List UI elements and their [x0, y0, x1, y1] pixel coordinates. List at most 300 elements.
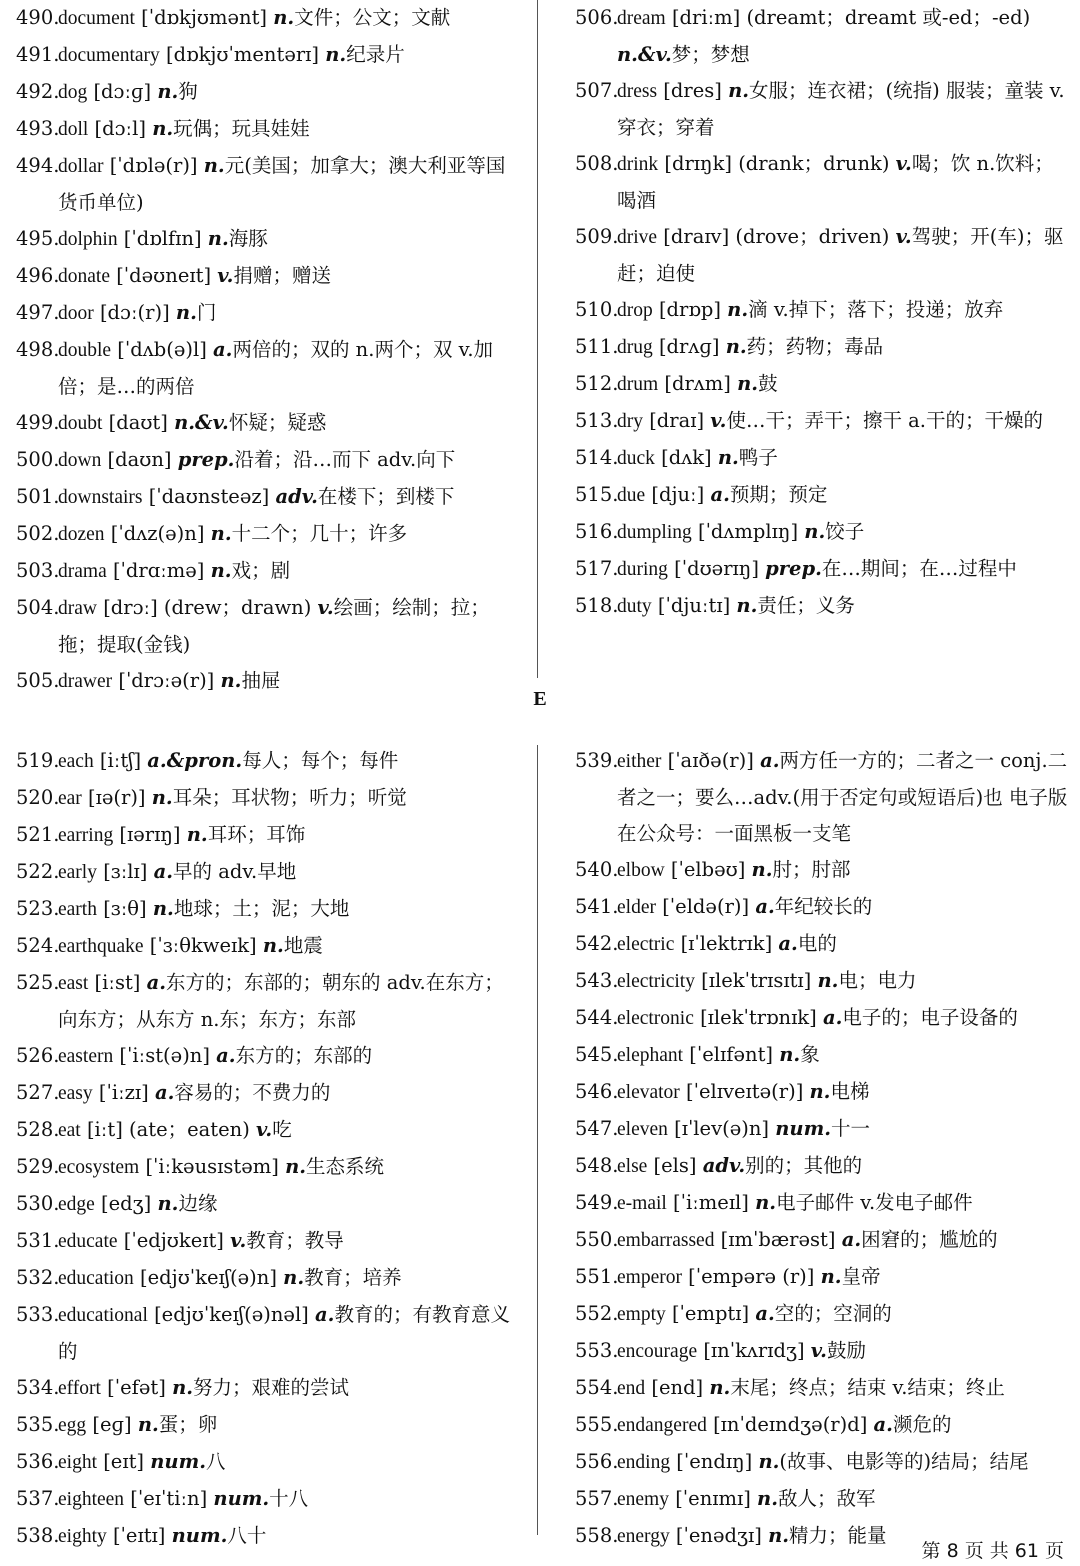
entry-word: endangered [617, 1415, 707, 1436]
entry-pronunciation: [ˈdəʊneɪt] [116, 264, 212, 287]
entry-part-of-speech: n. [779, 1043, 801, 1066]
entry-word: drawer [58, 671, 113, 692]
entry-word: downstairs [58, 487, 143, 508]
entry-definition: 教育；培养 [304, 1266, 402, 1289]
entry-word: eat [58, 1120, 81, 1141]
entry-definition: 年纪较长的 [774, 895, 873, 918]
vocab-entry [16, 1481, 512, 1518]
entry-definition: 两倍的；双的 n.两个；双 v.加倍；是…的两倍 [58, 338, 494, 398]
entry-part-of-speech: n. [203, 154, 225, 177]
vocab-entry [16, 965, 512, 1038]
entry-number: 533. [16, 1303, 60, 1326]
entry-part-of-speech: n. [137, 1413, 159, 1436]
entry-definition: 八十 [227, 1524, 267, 1547]
entry-number: 513. [575, 409, 619, 432]
entry-word: elephant [617, 1045, 684, 1066]
entry-number: 532. [16, 1266, 60, 1289]
entry-definition: 纪录片 [346, 43, 405, 66]
entry-part-of-speech: n. [728, 79, 750, 102]
entry-word: dress [617, 81, 658, 102]
entry-word: door [58, 303, 94, 324]
entry-number: 555. [575, 1413, 619, 1436]
entry-pronunciation: [ˈedjʊkeɪt] [123, 1229, 224, 1252]
vocab-entry [16, 1518, 512, 1555]
entry-definition: 鼓励 [826, 1339, 866, 1362]
entry-pronunciation: [eɡ] [92, 1413, 132, 1436]
section-d [0, 0, 1080, 692]
vocab-entry [16, 405, 512, 442]
entry-pronunciation: [edʒ] [101, 1192, 152, 1215]
entry-pronunciation: [ˈdʊərɪŋ] [674, 557, 759, 580]
entry-pronunciation: [ˈendɪŋ] [676, 1450, 753, 1473]
entry-number: 495. [16, 227, 60, 250]
entry-pronunciation: [ˈiːst(ə)n] [119, 1044, 210, 1067]
entry-word: emperor [617, 1267, 682, 1288]
entry-part-of-speech: a. [710, 483, 730, 506]
entry-word: education [58, 1268, 134, 1289]
entry-word: electricity [617, 971, 695, 992]
entry-word: ear [58, 788, 82, 809]
entry-part-of-speech: v. [256, 1118, 273, 1141]
section-e [0, 743, 1080, 1547]
entry-definition: 教育；教导 [246, 1229, 344, 1252]
entry-part-of-speech: n. [717, 446, 739, 469]
vocab-entry [575, 329, 1069, 366]
entry-number: 512. [575, 372, 619, 395]
entry-part-of-speech: a. [873, 1413, 893, 1436]
entry-definition: 耳朵；耳状物；听力；听觉 [172, 786, 407, 809]
entry-part-of-speech: n. [804, 520, 826, 543]
entry-part-of-speech: n. [151, 786, 173, 809]
entry-part-of-speech: n. [751, 858, 773, 881]
vocab-entry [575, 1111, 1069, 1148]
entry-part-of-speech: a. [213, 338, 233, 361]
entry-pronunciation: [ˈeɪˈtiːn] [130, 1487, 208, 1510]
entry-pronunciation: [ˈenɪmɪ] [675, 1487, 751, 1510]
entry-word: drama [58, 561, 107, 582]
vocab-entry [575, 146, 1069, 219]
entry-number: 514. [575, 446, 619, 469]
entry-word: effort [58, 1378, 101, 1399]
entry-definition: 八 [206, 1450, 226, 1473]
entry-definition: 早的 adv.早地 [173, 860, 297, 883]
entry-word: elevator [617, 1082, 680, 1103]
entry-number: 524. [16, 934, 60, 957]
entry-pronunciation: [dɔːl] [94, 117, 146, 140]
entry-pronunciation: [ɪˈlev(ə)n] [674, 1117, 770, 1140]
entry-definition: 元(美国；加拿大；澳大利亚等国货币单位) [58, 154, 506, 214]
entry-word: end [617, 1378, 646, 1399]
entry-part-of-speech: n. [273, 6, 295, 29]
entry-part-of-speech: n. [283, 1266, 305, 1289]
vocab-entry [575, 551, 1069, 588]
entry-definition: 十二个；几十；许多 [231, 522, 408, 545]
entry-definition: 电子邮件 v.发电子邮件 [776, 1191, 973, 1214]
entry-word: either [617, 751, 662, 772]
entry-word: due [617, 485, 646, 506]
entry-number: 530. [16, 1192, 60, 1215]
entry-word: else [617, 1156, 648, 1177]
entry-part-of-speech: n. [207, 227, 229, 250]
vocab-entry [575, 73, 1069, 146]
entry-part-of-speech: n. [152, 117, 174, 140]
entry-number: 529. [16, 1155, 60, 1178]
entry-number: 538. [16, 1524, 60, 1547]
vocab-entry [16, 1186, 512, 1223]
entry-definition: 预期；预定 [729, 483, 828, 506]
entry-definition: 耳环；耳饰 [207, 823, 306, 846]
entry-number: 543. [575, 969, 619, 992]
entry-part-of-speech: num. [775, 1117, 831, 1140]
entry-number: 492. [16, 80, 60, 103]
entry-definition: 地球；土；泥；大地 [173, 897, 350, 920]
entry-definition: 狗 [178, 80, 198, 103]
entry-word: double [58, 340, 112, 361]
entry-number: 504. [16, 596, 60, 619]
vocab-entry [16, 258, 512, 295]
vocab-entry [16, 891, 512, 928]
entry-pronunciation: [ˈdɒlə(r)] [109, 154, 198, 177]
entry-pronunciation: [ɪlekˈtrɒnɪk] [700, 1006, 817, 1029]
entry-definition: 戏；剧 [231, 559, 291, 582]
entry-part-of-speech: adv. [702, 1154, 746, 1177]
entry-definition: 沿着；沿…而下 adv.向下 [234, 448, 456, 471]
entry-part-of-speech: num. [150, 1450, 207, 1473]
entry-part-of-speech: v. [895, 152, 912, 175]
entry-pronunciation: [dʌk] [661, 446, 712, 469]
entry-word: east [58, 973, 89, 994]
entry-definition: 鸭子 [738, 446, 778, 469]
entry-part-of-speech: n. [325, 43, 347, 66]
entry-number: 507. [575, 79, 619, 102]
entry-word: empty [617, 1304, 666, 1325]
entry-pronunciation: [daʊn] [107, 448, 172, 471]
vocab-entry [16, 1297, 512, 1370]
entry-word: down [58, 450, 102, 471]
entry-word: drink [617, 154, 659, 175]
entry-part-of-speech: a. [755, 895, 775, 918]
entry-pronunciation: [ɜːθ] [103, 897, 147, 920]
vocab-entry [16, 1075, 512, 1112]
entry-pronunciation: [edjʊˈkeɪʃ(ə)n] [140, 1266, 277, 1289]
column-d-left [16, 0, 512, 700]
vocab-entry [16, 516, 512, 553]
entry-word: eastern [58, 1046, 114, 1067]
vocab-entry [16, 1407, 512, 1444]
entry-number: 520. [16, 786, 60, 809]
vocab-entry [16, 148, 512, 221]
vocab-entry [16, 37, 512, 74]
entry-pronunciation: [ˈdɒkjʊmənt] [141, 6, 268, 29]
entry-definition: 困窘的；尴尬的 [861, 1228, 998, 1251]
entry-part-of-speech: n. [809, 1080, 831, 1103]
entry-part-of-speech: n. [172, 1376, 194, 1399]
entry-word: ecosystem [58, 1157, 140, 1178]
entry-pronunciation: [end] [651, 1376, 704, 1399]
vocab-entry [16, 1444, 512, 1481]
entry-part-of-speech: n. [152, 897, 174, 920]
vocab-entry [16, 743, 512, 780]
entry-definition: 责任；义务 [757, 594, 855, 617]
vocab-entry [575, 1222, 1069, 1259]
entry-definition: 肘；肘部 [772, 858, 851, 881]
entry-number: 531. [16, 1229, 60, 1252]
entry-part-of-speech: a. [822, 1006, 843, 1029]
entry-number: 493. [16, 117, 60, 140]
entry-pronunciation: [ɪˈlektrɪk] [680, 932, 773, 955]
vocab-entry [16, 1149, 512, 1186]
vocab-entry [575, 889, 1069, 926]
entry-pronunciation: [edjʊˈkeɪʃ(ə)nəl] [154, 1303, 309, 1326]
entry-pronunciation: [ˈdrɔːə(r)] [118, 669, 215, 692]
entry-part-of-speech: adv. [275, 485, 318, 508]
entry-word: drug [617, 337, 653, 358]
vocab-entry [575, 440, 1069, 477]
entry-pronunciation: [iːst] [94, 971, 141, 994]
entry-pronunciation: [ˈelɪfənt] [689, 1043, 774, 1066]
entry-word: dozen [58, 524, 105, 545]
entry-number: 553. [575, 1339, 619, 1362]
entry-pronunciation: [ˈefət] [107, 1376, 166, 1399]
entry-number: 508. [575, 152, 619, 175]
entry-number: 500. [16, 448, 60, 471]
entry-number: 523. [16, 897, 60, 920]
vocab-entry [16, 780, 512, 817]
entry-pronunciation: [ɪnˈkʌrɪdʒ] [703, 1339, 805, 1362]
entry-pronunciation: [draɪv] (drove；driven) [663, 225, 890, 248]
vocab-entry [16, 553, 512, 590]
entry-definition: 鼓 [758, 372, 778, 395]
entry-word: documentary [58, 45, 160, 66]
entry-part-of-speech: n.&v. [174, 411, 229, 434]
entry-word: doll [58, 119, 89, 140]
entry-number: 535. [16, 1413, 60, 1436]
entry-definition: 吃 [272, 1118, 292, 1141]
entry-pronunciation: [ɜːlɪ] [103, 860, 148, 883]
entry-definition: 玩偶；玩具娃娃 [173, 117, 310, 140]
vocab-entry [575, 1333, 1069, 1370]
entry-number: 527. [16, 1081, 60, 1104]
entry-pronunciation: [ˈiːkəusɪstəm] [145, 1155, 279, 1178]
entry-word: dry [617, 411, 643, 432]
vocab-entry [16, 590, 512, 663]
entry-definition: 生态系统 [306, 1155, 385, 1178]
entry-number: 544. [575, 1006, 619, 1029]
entry-number: 506. [575, 6, 619, 29]
entry-word: electronic [617, 1008, 694, 1029]
vocab-entry [16, 1260, 512, 1297]
entry-number: 547. [575, 1117, 619, 1140]
entry-word: eleven [617, 1119, 668, 1140]
entry-pronunciation: [ˈeɪtɪ] [112, 1524, 166, 1547]
entry-word: draw [58, 598, 97, 619]
entry-number: 551. [575, 1265, 619, 1288]
entry-definition: 捐赠；赠送 [233, 264, 331, 287]
entry-number: 516. [575, 520, 619, 543]
entry-word: earth [58, 899, 97, 920]
entry-word: dog [58, 82, 88, 103]
vocab-entry [575, 852, 1069, 889]
entry-definition: 两方任一方的；二者之一 conj.二者之一；要么…adv.(用于否定句或短语后)也 电子版在公众号：一面黑板一支笔 [617, 749, 1068, 845]
entry-pronunciation: [driːm] (dreamt；dreamt 或-ed；-ed) [671, 6, 1031, 29]
entry-part-of-speech: n. [768, 1524, 790, 1547]
entry-word: educate [58, 1231, 118, 1252]
entry-number: 505. [16, 669, 60, 692]
entry-word: encourage [617, 1341, 698, 1362]
entry-number: 554. [575, 1376, 619, 1399]
entry-part-of-speech: n. [817, 969, 839, 992]
entry-definition: 濒危的 [892, 1413, 952, 1436]
entry-number: 490. [16, 6, 60, 29]
vocab-entry [575, 1037, 1069, 1074]
vocab-entry [16, 1223, 512, 1260]
entry-part-of-speech: n. [157, 1192, 179, 1215]
entry-pronunciation: [drʌm] [664, 372, 731, 395]
entry-pronunciation: [iːt] (ate；eaten) [86, 1118, 250, 1141]
entry-part-of-speech: n. [220, 669, 242, 692]
entry-part-of-speech: v. [810, 1339, 827, 1362]
entry-definition: 精力；能量 [789, 1524, 887, 1547]
entry-word: eighteen [58, 1489, 125, 1510]
entry-number: 494. [16, 154, 60, 177]
vocab-entry [575, 514, 1069, 551]
entry-word: earthquake [58, 936, 144, 957]
entry-number: 534. [16, 1376, 60, 1399]
vocab-entry [16, 111, 512, 148]
entry-pronunciation: [drɔː] (drew；drawn) [103, 596, 312, 619]
entry-part-of-speech: n. [262, 934, 284, 957]
entry-definition: 东方的；东部的 [235, 1044, 373, 1067]
entry-definition: 喝；饮 n.饮料；喝酒 [617, 152, 1054, 212]
entry-number: 521. [16, 823, 60, 846]
entry-part-of-speech: n. [157, 80, 179, 103]
entry-part-of-speech: v. [217, 264, 234, 287]
entry-part-of-speech: n. [725, 335, 747, 358]
entry-definition: 电梯 [830, 1080, 870, 1103]
vocab-entry [16, 221, 512, 258]
entry-pronunciation: [ɪlekˈtrɪsɪtɪ] [701, 969, 812, 992]
entry-definition: 边缘 [178, 1192, 218, 1215]
entry-number: 517. [575, 557, 619, 580]
entry-part-of-speech: a. [778, 932, 798, 955]
entry-pronunciation: [ˈdʌmplɪŋ] [697, 520, 799, 543]
entry-word: energy [617, 1526, 670, 1547]
entry-number: 546. [575, 1080, 619, 1103]
entry-definition: 女服；连衣裙；(统指) 服装；童装 v.穿衣；穿着 [617, 79, 1065, 139]
entry-number: 518. [575, 594, 619, 617]
entry-part-of-speech: n. [736, 594, 758, 617]
entry-definition: 十一 [831, 1117, 871, 1140]
vocab-entry [575, 743, 1069, 852]
vocab-entry [16, 1038, 512, 1075]
vocab-entry [16, 1112, 512, 1149]
entry-word: earring [58, 825, 114, 846]
entry-definition: 抽屉 [241, 669, 281, 692]
entry-word: egg [58, 1415, 87, 1436]
entry-definition: 努力；艰难的尝试 [193, 1376, 350, 1399]
entry-pronunciation: [ˈiːmeɪl] [673, 1191, 749, 1214]
entry-pronunciation: [drɪŋk] (drank；drunk) [664, 152, 890, 175]
vocab-entry [575, 477, 1069, 514]
vocab-entry [16, 479, 512, 516]
vocab-entry [16, 295, 512, 332]
entry-pronunciation: [ɪnˈdeɪndʒə(r)d] [713, 1413, 868, 1436]
column-e-left [16, 743, 512, 1555]
entry-definition: 梦；梦想 [671, 43, 750, 66]
entry-word: dolphin [58, 229, 118, 250]
entry-number: 550. [575, 1228, 619, 1251]
entry-word: dream [617, 8, 666, 29]
entry-part-of-speech: a. [154, 1081, 175, 1104]
entry-part-of-speech: v. [895, 225, 912, 248]
vocab-entry [16, 817, 512, 854]
entry-number: 503. [16, 559, 60, 582]
vocab-entry [575, 403, 1069, 440]
entry-word: during [617, 559, 668, 580]
entry-pronunciation: [ˈelɪveɪtə(r)] [686, 1080, 804, 1103]
entry-word: eight [58, 1452, 97, 1473]
entry-part-of-speech: num. [171, 1524, 228, 1547]
entry-number: 522. [16, 860, 60, 883]
entry-pronunciation: [ˈeldə(r)] [662, 895, 750, 918]
entry-part-of-speech: n. [758, 1450, 780, 1473]
entry-number: 511. [575, 335, 619, 358]
vocab-entry [16, 74, 512, 111]
entry-pronunciation: [djuː] [651, 483, 705, 506]
vocab-entry [575, 292, 1069, 329]
entry-pronunciation: [ɪərɪŋ] [119, 823, 181, 846]
entry-word: educational [58, 1305, 148, 1326]
entry-definition: 末尾；终点；结束 v.结束；终止 [730, 1376, 1005, 1399]
entry-definition: 文件；公文；文献 [294, 6, 451, 29]
entry-pronunciation: [dres] [663, 79, 722, 102]
entry-number: 515. [575, 483, 619, 506]
entry-definition: 滴 v.掉下；落下；投递；放弃 [748, 298, 1004, 321]
entry-pronunciation: [dɔːɡ] [93, 80, 152, 103]
entry-part-of-speech: prep. [177, 448, 235, 471]
entry-definition: 象 [800, 1043, 820, 1066]
column-e-right [575, 743, 1069, 1555]
entry-part-of-speech: n. [820, 1265, 842, 1288]
entry-definition: (故事、电影等的)结局；结尾 [779, 1450, 1029, 1473]
entry-definition: 蛋；卵 [158, 1413, 218, 1436]
vocab-entry [575, 1444, 1069, 1481]
column-divider [537, 0, 538, 678]
vocab-entry [16, 0, 512, 37]
entry-pronunciation: [draɪ] [649, 409, 705, 432]
entry-pronunciation: [eɪt] [103, 1450, 145, 1473]
entry-definition: 怀疑；疑惑 [228, 411, 327, 434]
column-divider [537, 745, 538, 1535]
entry-pronunciation: [ˈdʌb(ə)l] [117, 338, 207, 361]
entry-number: 539. [575, 749, 619, 772]
entry-part-of-speech: a. [315, 1303, 335, 1326]
entry-word: embarrassed [617, 1230, 715, 1251]
vocab-entry [575, 1481, 1069, 1518]
entry-pronunciation: [ˈenədʒɪ] [675, 1524, 762, 1547]
vocab-entry [16, 928, 512, 965]
entry-part-of-speech: n. [709, 1376, 731, 1399]
entry-word: edge [58, 1194, 95, 1215]
entry-number: 548. [575, 1154, 619, 1177]
entry-pronunciation: [ˈdʌz(ə)n] [110, 522, 205, 545]
entry-definition: 门 [196, 301, 217, 324]
entry-definition: 在…期间；在…过程中 [821, 557, 1017, 580]
entry-number: 497. [16, 301, 60, 324]
entry-word: dumpling [617, 522, 692, 543]
vocab-entry [575, 588, 1069, 625]
page-footer: 第 8 页 共 61 页 [921, 1540, 1064, 1562]
